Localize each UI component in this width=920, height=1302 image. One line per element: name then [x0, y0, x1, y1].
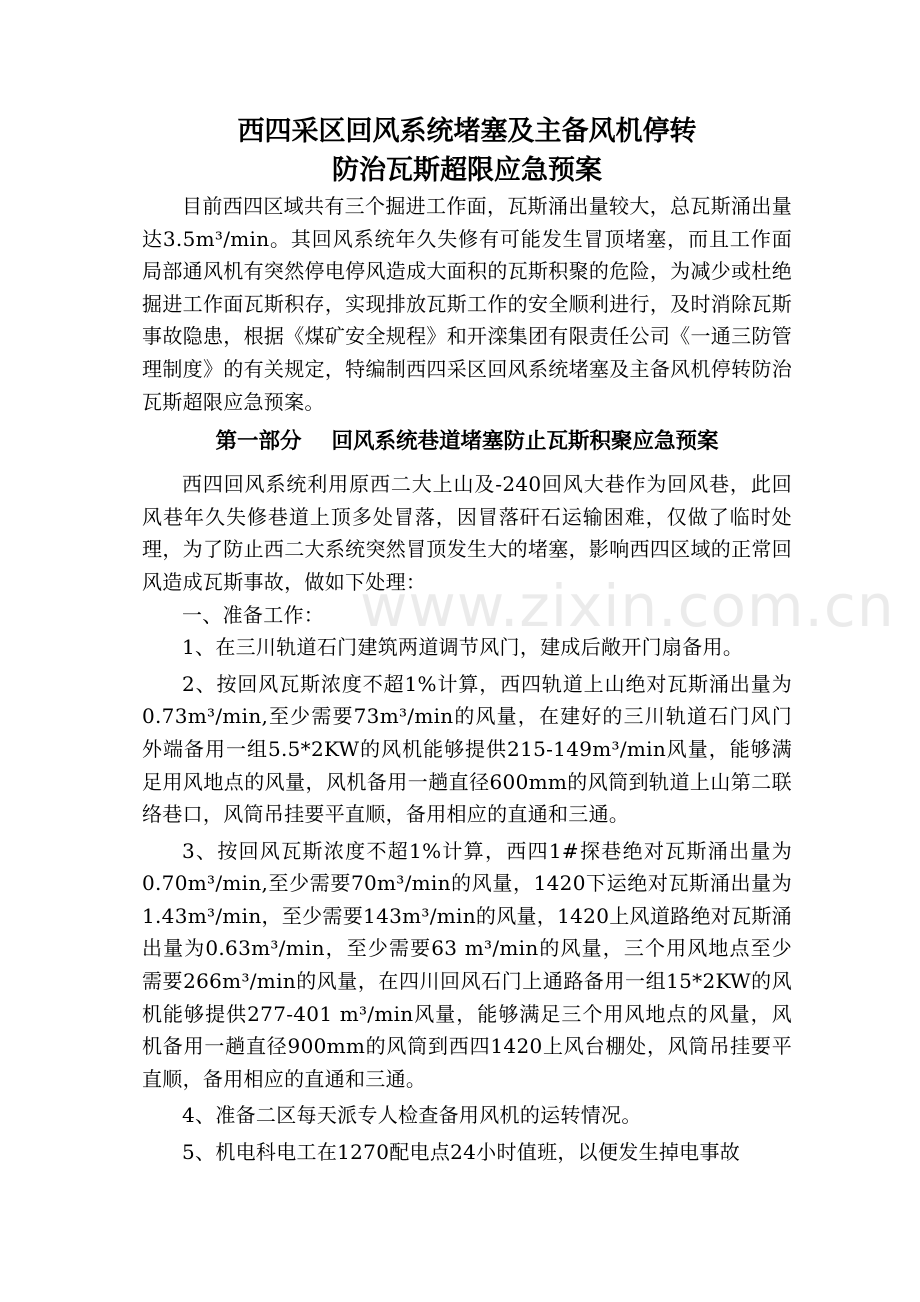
intro-paragraph: 目前西四区域共有三个掘进工作面，瓦斯涌出量较大，总瓦斯涌出量达3.5m³/min。其回风系统年久失修有可能发生冒顶堵塞，而且工作面局部通风机有突然停电停风造成大面积的瓦斯积聚的危险，为减少或杜绝掘进工作面瓦斯积存，实现排放瓦斯工作的安全顺利进行，及时消除瓦斯事故隐患，根据《煤矿安全规程》和开滦集团有限责任公司《一通三防管理制度》的有关规定，特编制西四采区回风系统堵塞及主备风机停转防治瓦斯超限应急预案。 [142, 194, 792, 414]
title-line-2: 防治瓦斯超限应急预案 [332, 155, 602, 186]
document-page [142, 112, 792, 1173]
list-item-3: 3、按回风瓦斯浓度不超1%计算，西四1#探巷绝对瓦斯涌出量为0.70m³/min,至少需要70m³/min的风量，1420下运绝对瓦斯涌出量为1.43m³/min，至少需要143m³/min的风量，1420上风道路绝对瓦斯涌出量为0.63m³/min，至少需要63 m³/min的风量，三个用风地点至少需要266m³/min的风量，在四川回风石门上通路备用一组15*2KW的风机能够提供277-401 m³/min风量，能够满足三个用风地点的风量，风机备用一趟直径900mm的风筒到西四1420上风台棚处，风筒吊挂要平直顺，备用相应的直通和三通。 [142, 838, 792, 1091]
list-item-5: 5、机电科电工在1270配电点24小时值班，以便发生掉电事故 [182, 1140, 741, 1165]
section-1-heading: 第一部分 回风系统巷道堵塞防止瓦斯积聚应急预案 [215, 429, 719, 455]
list-item-2: 2、按回风瓦斯浓度不超1%计算，西四轨道上山绝对瓦斯涌出量为0.73m³/min,至少需要73m³/min的风量，在建好的三川轨道石门风门外端备用一组5.5*2KW的风机能够提供215-149m³/min风量，能够满足用风地点的风量，风机备用一趟直径600mm的风筒到轨道上山第二联络巷口，风筒吊挂要平直顺，备用相应的直通和三通。 [142, 671, 792, 827]
section-1-intro: 西四回风系统利用原西二大上山及-240回风大巷作为回风巷，此回风巷年久失修巷道上顶多处冒落，因冒落矸石运输困难，仅做了临时处理，为了防止西二大系统突然冒顶发生大的堵塞，影响西四区域的正常回风造成瓦斯事故，做如下处理： [142, 472, 792, 594]
watermark-text: www.zixin.com.cn [360, 572, 895, 640]
preparation-subheading: 一、准备工作： [182, 602, 325, 627]
title-line-1: 西四采区回风系统堵塞及主备风机停转 [237, 116, 697, 147]
list-item-4: 4、准备二区每天派专人检查备用风机的运转情况。 [182, 1103, 642, 1128]
list-item-1: 1、在三川轨道石门建筑两道调节风门，建成后敞开门扇备用。 [182, 635, 744, 660]
document-title [142, 112, 792, 190]
